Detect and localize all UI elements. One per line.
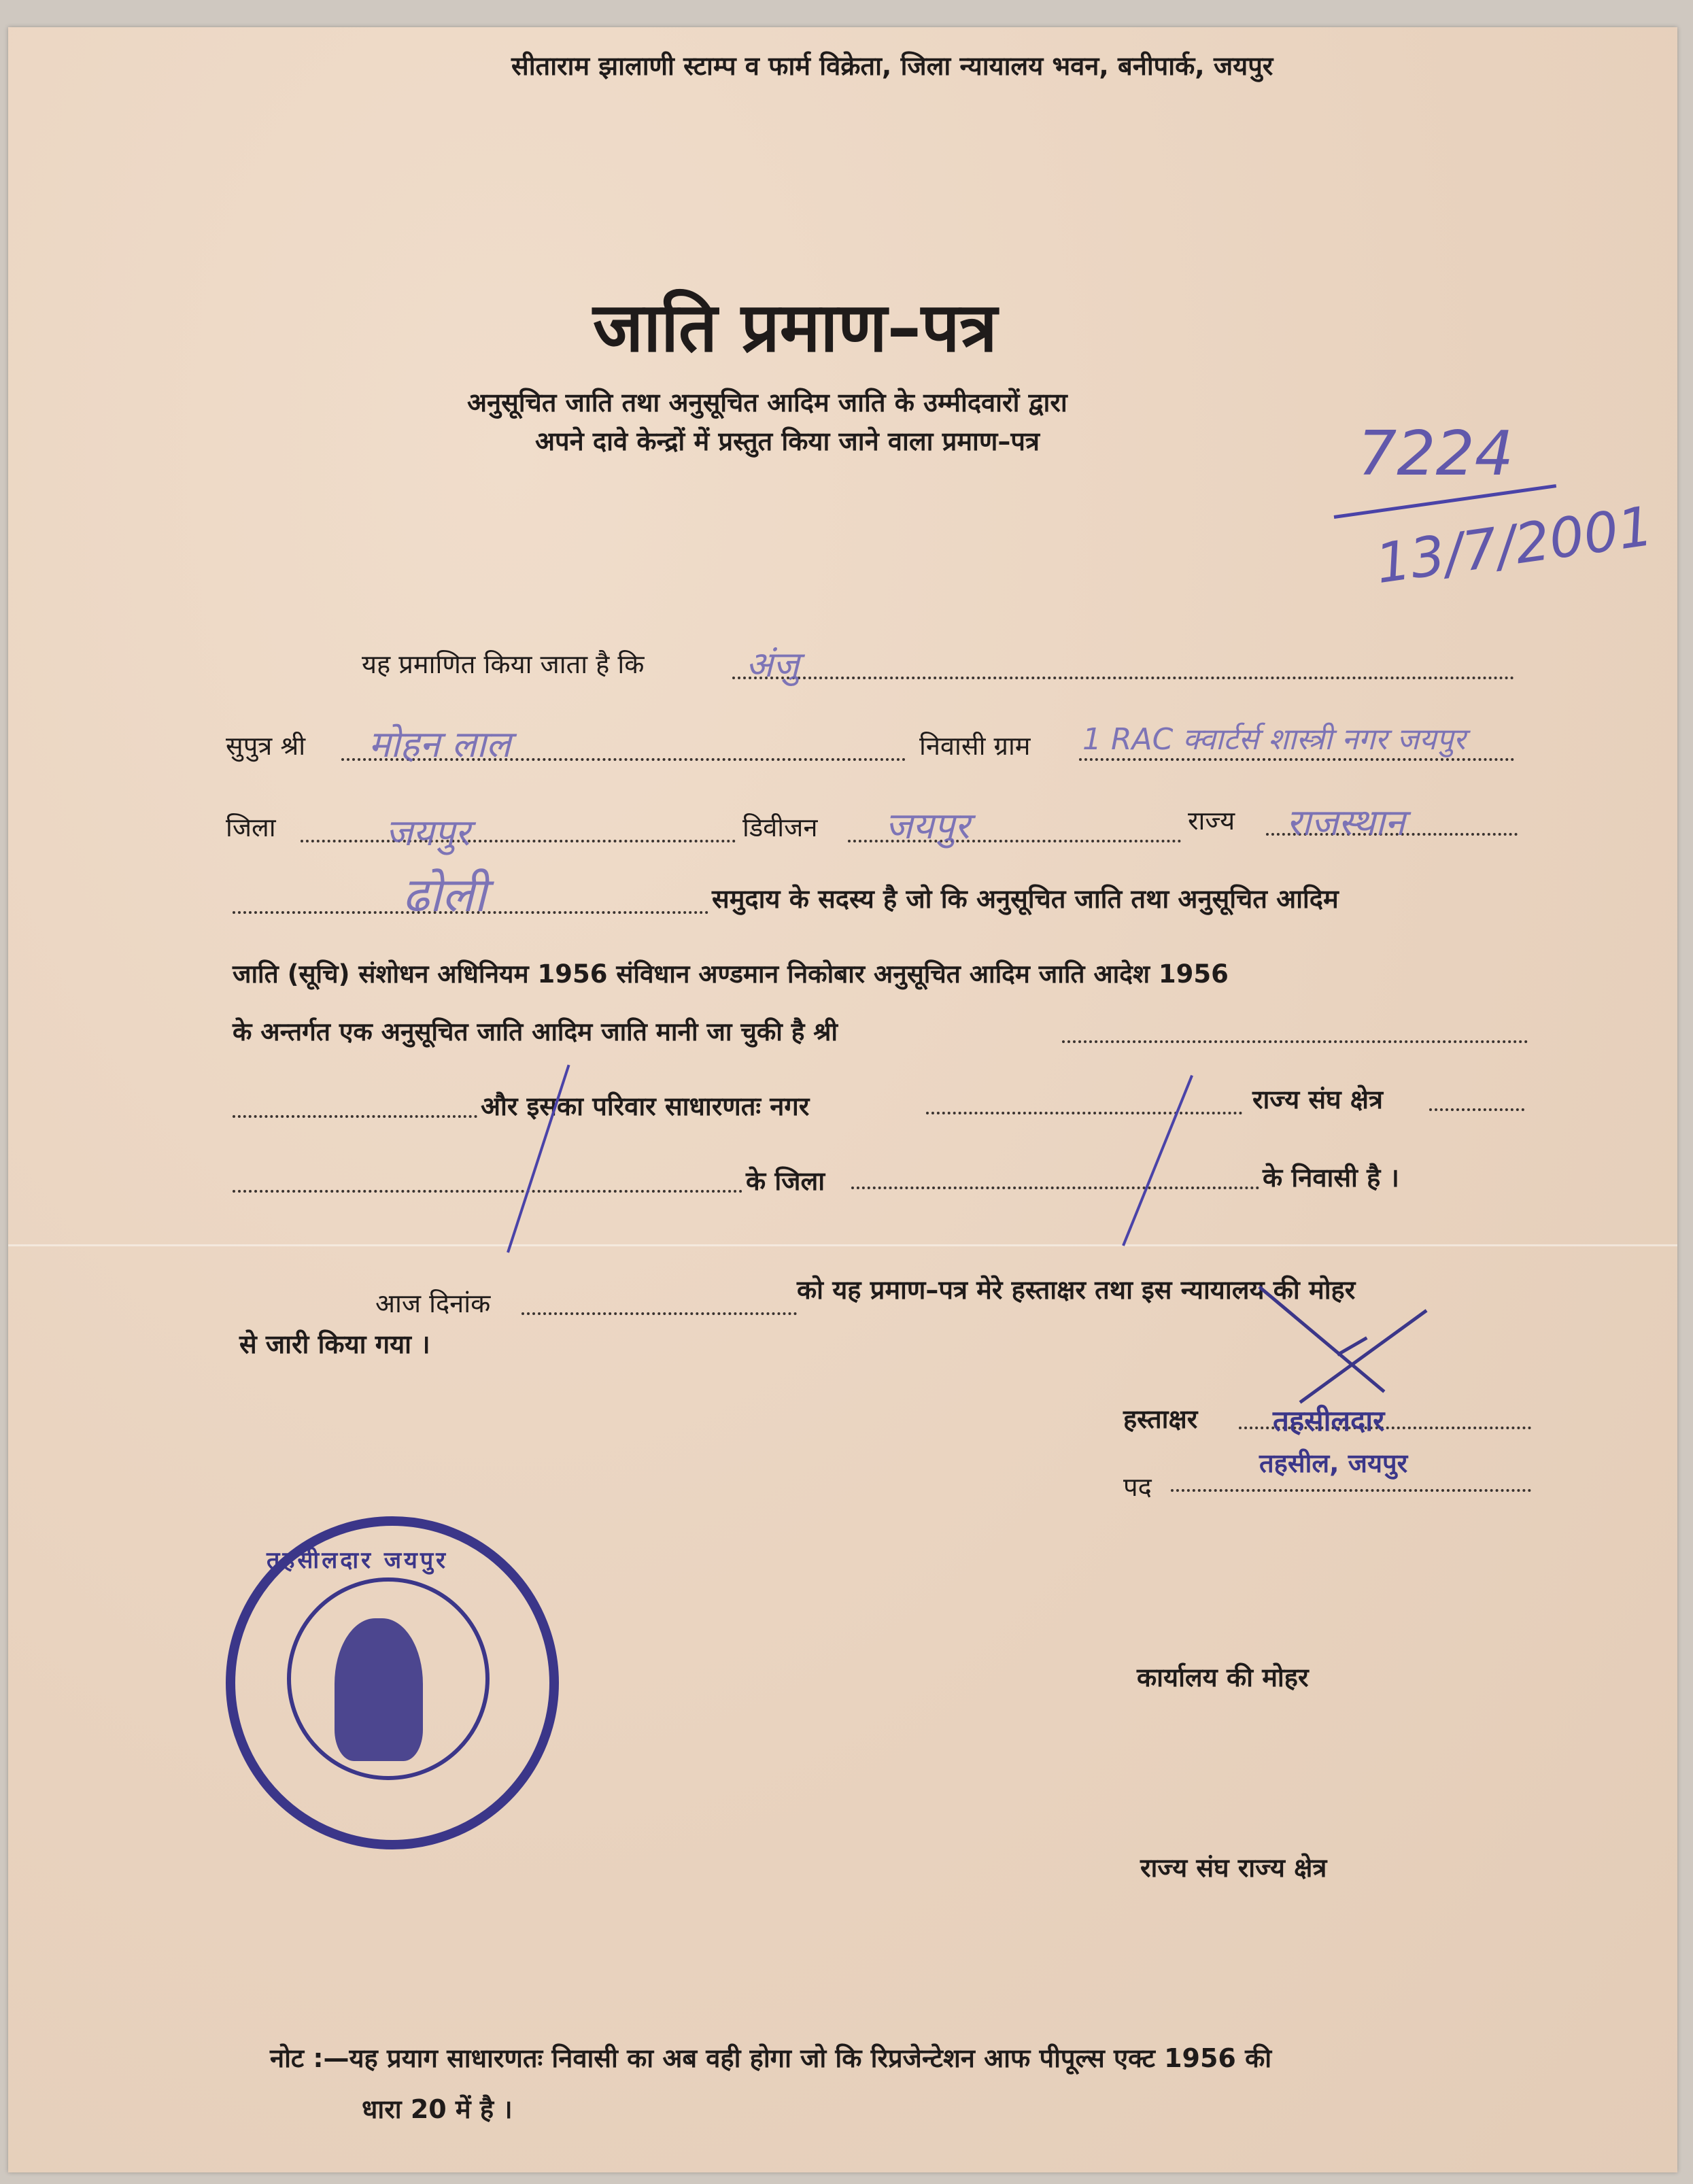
family-text: और इसका परिवार साधारणतः नगर: [481, 1091, 810, 1121]
date-blank: [521, 1312, 797, 1315]
national-emblem-icon: [335, 1618, 423, 1761]
handwritten-ref-number: 7224: [1358, 418, 1514, 490]
document-title: जाति प्रमाण–पत्र: [593, 288, 997, 367]
district-of-label: के जिला: [746, 1166, 825, 1196]
subtitle-line-2: अपने दावे केन्द्रों में प्रस्तुत किया जाने वाला प्रमाण–पत्र: [535, 426, 1040, 456]
vendor-line: सीताराम झालाणी स्टाम्प व फार्म विक्रेता, जिला न्यायालय भवन, बनीपार्क, जयपुर: [511, 51, 1273, 81]
shri-blank: [1062, 1040, 1528, 1043]
community-value: ढोली: [403, 867, 487, 923]
village-blank: [1079, 758, 1514, 761]
division-label: डिवीजन: [742, 813, 818, 842]
signature-stroke-2: [1299, 1309, 1428, 1403]
community-text: समुदाय के सदस्य है जो कि अनुसूचित जाति तथा अनुसूचित आदिम: [712, 884, 1339, 914]
territory-blank: [1429, 1108, 1524, 1111]
village-value: 1 RAC क्वार्टर्स शास्त्री नगर जयपुर: [1082, 722, 1466, 757]
paper-fold-line: [8, 1244, 1677, 1246]
subtitle-line-1: अनुसूचित जाति तथा अनुसूचित आदिम जाति के उम्मीदवारों द्वारा: [467, 388, 1067, 417]
cancel-stroke-right: [1122, 1075, 1193, 1246]
district-value: जयपुर: [386, 811, 471, 854]
father-name: मोहन लाल: [369, 723, 511, 766]
signature-tick: [1337, 1336, 1368, 1356]
issue-text: को यह प्रमाण–पत्र मेरे हस्ताक्षर तथा इस न्यायालय की मोहर: [797, 1275, 1356, 1305]
note-line-2: धारा 20 में है ।: [362, 2094, 513, 2124]
district-blank: [301, 840, 736, 842]
paragraph-line-3: के अन्तर्गत एक अनुसूचित जाति आदिम जाति मानी जा चुकी है श्री: [233, 1017, 838, 1046]
candidate-name: अंजु: [746, 645, 800, 685]
district-label: जिला: [226, 813, 276, 842]
state-territory-label: राज्य संघ राज्य क्षेत्र: [1140, 1853, 1327, 1883]
official-round-seal: [226, 1516, 559, 1849]
office-stamp-text: तहसील, जयपुर: [1259, 1448, 1408, 1478]
division-value: जयपुर: [885, 804, 970, 847]
district-of-blank: [233, 1190, 742, 1193]
son-of-label: सुपुत्र श्री: [226, 731, 306, 761]
signature-label: हस्ताक्षर: [1123, 1404, 1198, 1434]
residents-label: के निवासी है ।: [1263, 1163, 1399, 1193]
post-label: पद: [1123, 1472, 1152, 1502]
certify-label: यह प्रमाणित किया जाता है कि: [362, 649, 645, 679]
union-territory-label: राज्य संघ क्षेत्र: [1252, 1085, 1383, 1114]
seal-text: तहसीलदार जयपुर: [267, 1547, 449, 1574]
office-seal-label: कार्यालय की मोहर: [1137, 1662, 1309, 1692]
resident-blank: [851, 1187, 1259, 1189]
post-blank: [1171, 1489, 1531, 1492]
state-value: राजस्थान: [1286, 801, 1405, 844]
handwritten-ref-date: 13/7/2001: [1371, 494, 1657, 596]
today-date-label: आज दिनांक: [375, 1289, 491, 1318]
paragraph-line-2: जाति (सूचि) संशोधन अधिनियम 1956 संविधान अण्डमान निकोबार अनुसूचित आदिम जाति आदेश 1956: [233, 959, 1229, 989]
name-blank: [732, 677, 1514, 679]
issue-text-2: से जारी किया गया ।: [239, 1329, 430, 1359]
family-blank-left: [233, 1115, 477, 1118]
state-label: राज्य: [1188, 806, 1235, 836]
certificate-page: [8, 27, 1677, 2172]
village-label: निवासी ग्राम: [919, 731, 1031, 761]
city-blank: [926, 1112, 1242, 1114]
note-line-1: नोट :—यह प्रयाग साधारणतः निवासी का अब वही होगा जो कि रिप्रजेन्टेशन आफ पीपूल्स एक्ट 1956 की: [270, 2043, 1272, 2073]
designation-stamp: तहसीलदार: [1273, 1404, 1385, 1437]
